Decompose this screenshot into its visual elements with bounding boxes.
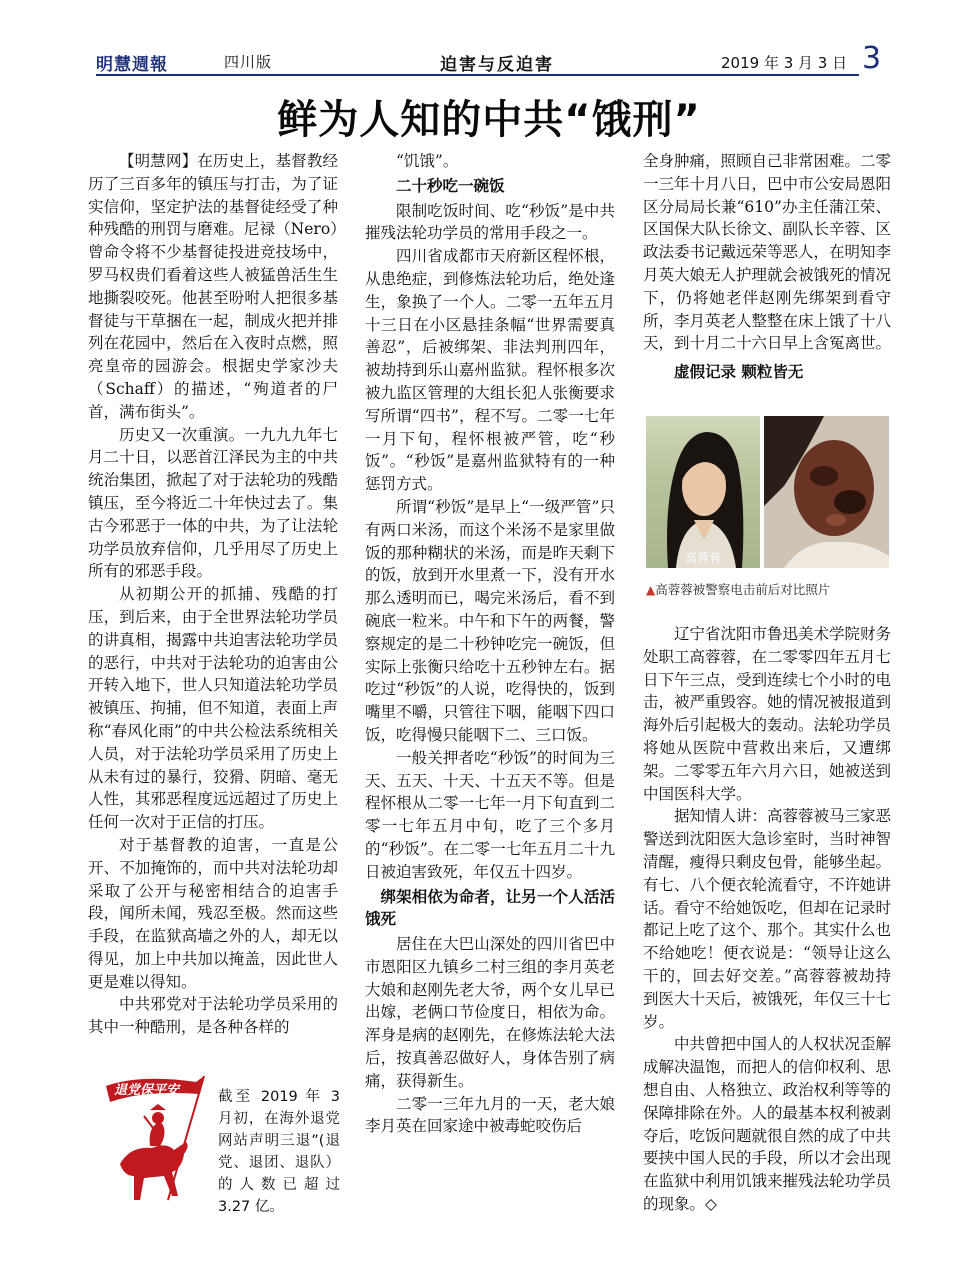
paragraph: “饥饿”。 [396, 152, 459, 170]
article-title: 鲜为人知的中共“饿刑” [277, 97, 701, 143]
paragraph: 从初期公开的抓捕、残酷的打压，到后来，由于全世界法轮功学员的讲真相，揭露中共迫害法轮功学员的恶行，中共对于法轮功的迫害由公开转入地下，世人只知道法轮功学员被镇压、拘捕，但不知道，表面上声称“春风化雨”的中共公检法系统相关人员，对于法轮功学员采用了历史上从未有过的暴行，狡猾、阴暗、毫无人性，其邪恶程度远远超过了历史上任何一次对于正信的打压。 [88, 585, 338, 832]
section-title: 迫害与反迫害 [440, 55, 554, 75]
page-number: 3 [862, 41, 882, 76]
edition-label: 四川版 [224, 53, 273, 71]
paragraph: 历史又一次重演。一九九九年七月二十日，以恶首江泽民为主的中共统治集团，掀起了对于法轮功的残酷镇压，至今将近二十年快过去了。集古今邪恶于一体的中共，为了让法轮功学员放弃信仰，几乎用尽了历史上所有的邪恶手段。 [88, 425, 338, 581]
paragraph: 【明慧网】在历史上，基督教经历了三百多年的镇压与打击，为了证实信仰，坚定护法的基督徒经受了种种残酷的刑罚与磨难。尼禄（Nero）曾命令将不少基督徒投进竞技场中，罗马权贵们看着这些人被猛兽活生生地撕裂咬死。他甚至吩咐人把很多基督徒与干草捆在一起，制成火把并排列在花园中，然后在入夜时点燃，照亮皇帝的园游会。根据史学家沙夫（Schaff）的描述，“殉道者的尸首，满布街头”。 [88, 152, 338, 421]
paragraph: 四川省成都市天府新区程怀根，从患绝症，到修炼法轮功后，绝处逢生，象换了一个人。二零一五年五月十三日在小区悬挂条幅“世界需要真善忍”，后被绑架、非法判刑四年，被劫持到乐山嘉州监狱。程怀根多次被九监区管理的大组长犯人张衡要求写所谓“四书”，程不写。二零一七年一月下旬，程怀根被严管，吃“秒饭”。“秒饭”是嘉州监狱特有的一种惩罚方式。 [365, 247, 615, 494]
paragraph: 二零一三年九月的一天，老大娘李月英在回家途中被毒蛇咬伤后 [365, 1094, 615, 1136]
paragraph: 中共曾把中国人的人权状况歪解成解决温饱，而把人的信仰权利、思想自由、人格独立、政治权利等等的保障排除在外。人的最基本权利被剥夺后，吃饭问题就很自然的成了中共要挟中国人民的手段，所以才会出现在监狱中利用饥饿来摧残法轮功学员的现象。◇ [643, 1035, 892, 1213]
page-header [96, 50, 884, 76]
photo-caption [646, 580, 892, 598]
photo-caption-text: 高蓉蓉被警察电击前后对比照片 [655, 582, 831, 597]
photo-name-label: 高蓉蓉 [684, 551, 722, 565]
column-3 [643, 150, 891, 386]
injury-photo [764, 416, 889, 568]
ad-banner-text: 退党保平安 [114, 1083, 180, 1098]
paragraph: 中共邪党对于法轮功学员采用的其中一种酷刑，是各种各样的 [88, 995, 338, 1037]
paragraph: 全身肿痛，照顾自己非常困难。二零一三年十月八日，巴中市公安局恩阳区分局局长兼“610”办主任蒲江荣、区国保大队长徐文、副队长辛蓉、区政法委书记戴远荣等恶人，在明知李月英大娘无人护理就会被饿死的情况下，仍将她老伴赵刚先绑架到看守所，李月英老人整整在床上饿了十八天，到十月二十六日早上含冤离世。 [643, 152, 892, 353]
column-1 [88, 150, 338, 1039]
triangle-icon: ▲ [646, 583, 656, 597]
comparison-photos [646, 416, 889, 568]
paragraph: 所谓“秒饭”是早上“一级严管”只有两口米汤，而这个米汤不是家里做饭的那种糊状的米汤，而是昨天剩下的饭，放到开水里煮一下，没有开水那么透明而已，喝完米汤后，看不到碗底一粒米。中午和下午的两餐，警察规定的是二十秒钟吃完一碗饭，但实际上张衡只给吃十五秒钟左右。据吃过“秒饭”的人说，吃得快的，饭到嘴里不嚼，只管往下咽，能咽下四口饭，吃得慢只能咽下二、三口饭。 [365, 497, 615, 744]
paragraph: 居住在大巴山深处的四川省巴中市恩阳区九镇乡二村三组的李月英老大娘和赵刚先老大爷，两个女儿早已出嫁，老俩口节俭度日，相依为命。浑身是病的赵刚先，在修炼法轮大法后，按真善忍做好人，身体告别了病痛，获得新生。 [365, 935, 615, 1090]
paragraph: 一般关押者吃“秒饭”的时间为三天、五天、十天、十五天不等。但是程怀根从二零一七年一月下旬直到二零一七年五月中旬，吃了三个多月的“秒饭”。在二零一七年五月二十九日被迫害致死，年仅五十四岁。 [365, 748, 615, 881]
header-rule [96, 74, 859, 76]
quit-party-ad-illustration [100, 1072, 222, 1212]
column-3-lower [643, 623, 891, 1216]
portrait-photo [646, 416, 760, 568]
subheading: 二十秒吃一碗饭 [396, 176, 505, 195]
issue-date: 2019 年 3 月 3 日 [721, 54, 848, 72]
paragraph: 据知情人讲：高蓉蓉被马三家恶警送到沈阳医大急诊室时，当时神智清醒，瘦得只剩皮包骨，能够坐起。有七、八个便衣轮流看守，不许她讲话。看守不给她饭吃，但却在记录时都记上吃了这个、那个。其实什么也不给她吃！便衣说是：“领导让这么干的，回去好交差。”高蓉蓉被劫持到医大十天后，被饿死，年仅三十七岁。 [643, 807, 892, 1031]
subheading: 绑架相依为命者，让另一个人活活饿死 [365, 887, 615, 929]
newspaper-name: 明慧週報 [96, 55, 168, 75]
paragraph: 限制吃饭时间、吃“秒饭”是中共摧残法轮功学员的常用手段之一。 [365, 201, 615, 243]
ad-text: 截至 2019 年 3 月初，在海外退党网站声明三退”(退党、退团、退队）的人数已超过 3.27 亿。 [218, 1089, 340, 1215]
subheading: 虚假记录 颗粒皆无 [674, 363, 804, 382]
paragraph: 对于基督教的迫害，一直是公开、不加掩饰的，而中共对法轮功却采取了公开与秘密相结合的迫害手段，闻所未闻，残忍至极。然而这些手段，在监狱高墙之外的人，却无以得见，加上中共加以掩盖，因此世人更是难以得知。 [88, 835, 338, 991]
paragraph: 辽宁省沈阳市鲁迅美术学院财务处职工高蓉蓉，在二零零四年五月七日下午三点，受到连续七个小时的电击，被严重毁容。她的情况被报道到海外后引起极大的轰动。法轮功学员将她从医院中营救出来后，又遭绑架。二零零五年六月六日，她被送到中国医科大学。 [643, 625, 892, 803]
column-2 [365, 150, 615, 1138]
